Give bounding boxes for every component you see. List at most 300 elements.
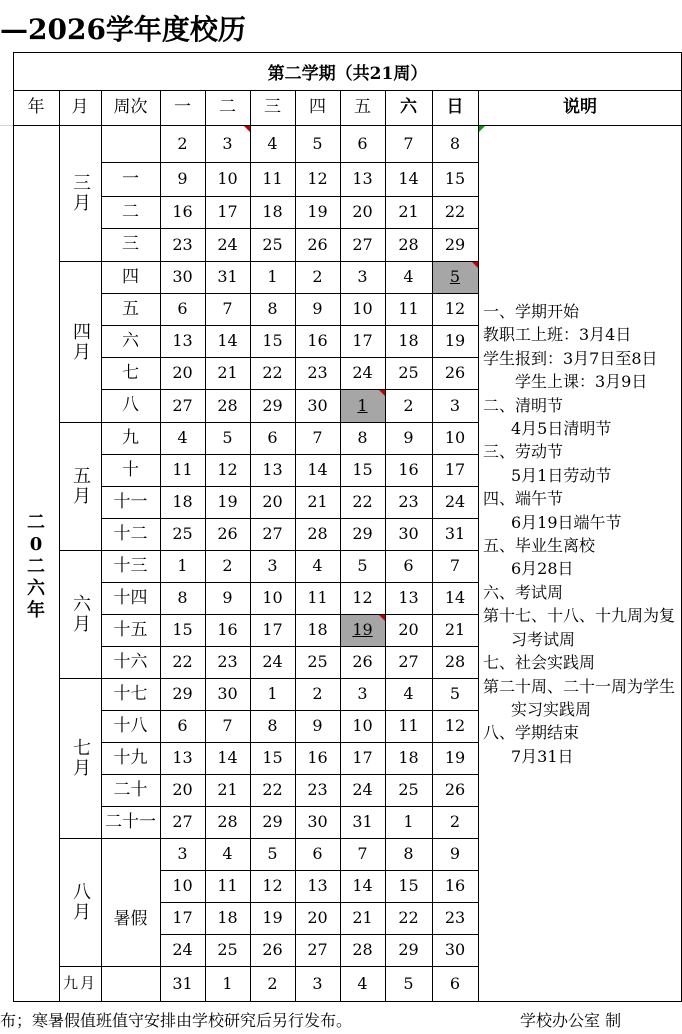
day-cell: 17 [352, 331, 373, 350]
week-number: 七 [122, 362, 139, 383]
header-day: 一 [174, 97, 191, 117]
day-cell: 26 [307, 234, 328, 254]
day-cell: 22 [398, 908, 419, 927]
day-cell: 6 [357, 133, 368, 153]
day-cell: 23 [444, 908, 466, 927]
grid-line [101, 806, 478, 807]
comment-marker [379, 615, 385, 621]
day-cell: 15 [352, 460, 373, 479]
day-cell: 28 [444, 652, 466, 671]
day-cell: 24 [172, 940, 193, 959]
comment-marker [244, 126, 250, 132]
day-cell: 19 [352, 620, 373, 639]
week-number: 十四 [113, 587, 148, 608]
day-cell: 10 [262, 588, 283, 607]
day-cell: 31 [217, 267, 238, 286]
day-cell: 23 [172, 234, 193, 254]
semester-title: 第二学期（共21周） [267, 63, 428, 84]
day-cell: 9 [403, 428, 414, 447]
day-cell: 29 [352, 524, 373, 543]
day-cell: 24 [352, 363, 373, 382]
week-number: 十五 [113, 619, 148, 640]
day-cell: 14 [217, 331, 238, 350]
day-cell: 31 [172, 973, 193, 993]
grid-line [205, 90, 206, 1001]
day-cell: 5 [312, 133, 323, 153]
day-cell: 3 [357, 684, 368, 703]
note-line: 学生上课：3月9日 [515, 372, 648, 392]
day-cell: 16 [307, 331, 328, 350]
grid-line [59, 261, 478, 262]
day-cell: 28 [217, 395, 238, 415]
day-cell: 11 [217, 876, 238, 895]
grid-line [101, 357, 478, 358]
day-cell: 23 [307, 780, 328, 799]
grid-line [160, 934, 478, 935]
day-cell: 25 [398, 363, 419, 382]
day-cell: 7 [222, 716, 233, 735]
day-cell: 12 [217, 460, 238, 479]
note-line: 学生报到：3月7日至8日 [483, 348, 658, 368]
header-day: 二 [219, 97, 236, 117]
month-label [59, 678, 101, 838]
day-cell: 2 [449, 812, 461, 831]
day-cell: 19 [262, 908, 283, 927]
day-cell: 3 [267, 556, 278, 575]
day-cell: 5 [222, 428, 233, 447]
day-cell: 10 [352, 716, 373, 735]
footer-note: 布；寒暑假值班值守安排由学校研究后另行发布。 [0, 1011, 353, 1030]
day-cell: 4 [403, 684, 414, 703]
day-cell: 29 [444, 234, 466, 254]
day-cell: 1 [267, 267, 278, 286]
day-cell: 18 [307, 620, 328, 639]
day-cell: 23 [307, 363, 328, 382]
header-notes: 说明 [563, 97, 597, 117]
day-cell: 4 [177, 428, 188, 447]
day-cell: 3 [222, 133, 233, 153]
day-cell: 24 [217, 234, 238, 254]
day-cell: 8 [357, 428, 368, 447]
day-cell: 19 [444, 331, 466, 350]
year-char: 二 [27, 512, 45, 533]
note-heading: 七、社会实践周 [483, 653, 596, 673]
day-cell: 13 [172, 748, 193, 767]
month-text: 四月 [70, 321, 91, 362]
month-text: 六月 [70, 594, 91, 634]
day-cell: 7 [222, 299, 233, 318]
day-cell: 11 [172, 460, 193, 479]
day-cell: 29 [262, 395, 283, 415]
day-cell: 4 [222, 844, 233, 863]
month-label [59, 838, 101, 966]
day-cell: 14 [217, 748, 238, 767]
grid-line [160, 125, 161, 1001]
header-year: 年 [27, 97, 45, 117]
day-cell: 20 [172, 780, 193, 799]
footer [0, 1004, 682, 1034]
day-cell: 13 [352, 169, 373, 188]
day-cell: 20 [262, 492, 283, 511]
day-cell: 5 [403, 973, 414, 993]
comment-marker [472, 262, 478, 268]
day-cell: 27 [398, 652, 419, 671]
week-number: 十 [122, 459, 139, 480]
grid-line [13, 52, 682, 53]
day-cell: 1 [222, 973, 233, 993]
note-heading: 六、考试周 [483, 582, 564, 602]
month-label [59, 125, 101, 261]
day-cell: 17 [352, 748, 373, 767]
week-number: 十九 [113, 747, 148, 768]
day-cell: 15 [262, 748, 283, 767]
header-day: 日 [446, 97, 464, 117]
week-number: 九 [122, 427, 139, 448]
page-title: —2026学年度校历 [0, 13, 246, 46]
grid-line [101, 228, 478, 229]
grid-line [340, 90, 341, 1001]
day-cell: 8 [449, 133, 461, 153]
day-cell: 16 [444, 876, 466, 895]
day-cell: 18 [398, 748, 419, 767]
week-number: 二 [122, 201, 139, 222]
month-label [59, 261, 101, 422]
vacation-label: 暑假 [113, 909, 148, 929]
month-text: 五月 [70, 466, 91, 506]
day-cell: 21 [217, 780, 238, 799]
week-number: 六 [122, 330, 139, 351]
grid-line [101, 162, 478, 163]
day-cell: 16 [398, 460, 419, 479]
day-cell: 22 [262, 363, 283, 382]
day-cell: 3 [357, 267, 368, 286]
day-cell: 30 [444, 940, 466, 959]
header-month: 月 [71, 97, 89, 117]
day-cell: 9 [177, 169, 188, 188]
grid-line [13, 90, 682, 91]
day-cell: 25 [217, 940, 238, 959]
week-number: 十三 [113, 555, 148, 576]
day-cell: 5 [357, 556, 368, 575]
day-cell: 19 [217, 492, 238, 511]
day-cell: 13 [172, 331, 193, 350]
day-cell: 19 [444, 748, 466, 767]
year-char: 六 [27, 578, 45, 599]
day-cell: 12 [444, 299, 466, 318]
day-cell: 30 [217, 684, 238, 703]
day-cell: 17 [262, 620, 283, 639]
day-cell: 11 [398, 716, 419, 735]
day-cell: 17 [217, 202, 238, 221]
day-cell: 11 [307, 588, 328, 607]
day-cell: 5 [449, 267, 461, 286]
month-text: 三月 [70, 173, 91, 213]
day-cell: 6 [177, 716, 188, 735]
month-text: 八月 [70, 882, 91, 922]
day-cell: 15 [398, 876, 419, 895]
day-cell: 15 [262, 331, 283, 350]
day-cell: 8 [267, 716, 278, 735]
day-cell: 15 [172, 620, 193, 639]
day-cell: 29 [172, 684, 193, 703]
day-cell: 14 [444, 588, 466, 607]
month-text: 九月 [62, 974, 97, 992]
grid-line [101, 389, 478, 390]
day-cell: 21 [217, 363, 238, 382]
day-cell: 21 [398, 202, 419, 221]
grid-line [385, 90, 386, 1001]
day-cell: 25 [172, 524, 193, 543]
day-cell: 8 [403, 844, 414, 863]
header-day: 五 [354, 97, 371, 117]
week-number: 二十 [113, 779, 148, 800]
day-cell: 31 [444, 524, 466, 543]
note-heading: 五、毕业生离校 [483, 536, 596, 556]
day-cell: 30 [398, 524, 419, 543]
day-cell: 24 [352, 780, 373, 799]
day-cell: 26 [262, 940, 283, 959]
note-heading: 二、清明节 [483, 395, 564, 415]
day-cell: 14 [307, 460, 328, 479]
month-label [59, 550, 101, 678]
day-cell: 6 [177, 299, 188, 318]
grid-line [101, 454, 478, 455]
week-number: 五 [122, 298, 139, 319]
grid-line [101, 325, 478, 326]
day-cell: 21 [352, 908, 373, 927]
day-cell: 1 [357, 395, 368, 415]
day-cell: 10 [172, 876, 193, 895]
day-cell: 9 [222, 588, 233, 607]
day-cell: 3 [177, 844, 188, 863]
header-week: 周次 [113, 97, 148, 117]
grid-line [59, 678, 478, 679]
day-cell: 13 [262, 460, 283, 479]
year-label [13, 512, 59, 622]
note-heading: 四、端午节 [483, 489, 564, 509]
week-number: 二十一 [105, 811, 156, 832]
day-cell: 7 [312, 428, 323, 447]
day-cell: 30 [307, 812, 328, 831]
day-cell: 9 [312, 299, 323, 318]
day-cell: 2 [177, 133, 188, 153]
grid-line [13, 125, 682, 126]
day-cell: 25 [307, 652, 328, 671]
grid-line [101, 518, 478, 519]
week-number: 十八 [113, 715, 148, 736]
week-number: 十二 [113, 523, 148, 544]
note-line: 教职工上班：3月4日 [483, 325, 632, 345]
year-char: 年 [27, 600, 45, 621]
note-heading: 三、劳动节 [483, 442, 564, 462]
day-cell: 1 [267, 684, 278, 703]
grid-line [101, 614, 478, 615]
day-cell: 2 [312, 267, 323, 286]
day-cell: 27 [352, 234, 373, 254]
day-cell: 4 [267, 133, 278, 153]
day-cell: 2 [403, 395, 414, 415]
grid-line [101, 582, 478, 583]
year-char: 0 [29, 534, 43, 555]
day-cell: 4 [357, 973, 368, 993]
day-cell: 16 [217, 620, 238, 639]
day-cell: 2 [267, 973, 278, 993]
day-cell: 14 [352, 876, 373, 895]
day-cell: 12 [352, 588, 373, 607]
day-cell: 29 [262, 812, 283, 831]
day-cell: 21 [307, 492, 328, 511]
month-text: 七月 [70, 738, 91, 778]
day-cell: 9 [449, 844, 461, 863]
day-cell: 4 [312, 556, 323, 575]
comment-marker [479, 126, 485, 132]
week-number: 四 [122, 266, 139, 287]
grid-line [478, 90, 479, 1001]
day-cell: 7 [449, 556, 461, 575]
day-cell: 8 [177, 588, 188, 607]
day-cell: 28 [398, 234, 419, 254]
day-cell: 21 [444, 620, 466, 639]
day-cell: 20 [398, 620, 419, 639]
grid-line [432, 90, 433, 1001]
day-cell: 16 [172, 202, 193, 221]
day-cell: 19 [307, 202, 328, 221]
grid-line [101, 742, 478, 743]
note-line: 5月1日劳动节 [511, 465, 612, 485]
grid-line [295, 90, 296, 1001]
day-cell: 1 [177, 556, 188, 575]
day-cell: 9 [312, 716, 323, 735]
day-cell: 22 [262, 780, 283, 799]
day-cell: 20 [172, 363, 193, 382]
grid-line [59, 966, 478, 967]
note-line: 第十七、十八、十九周为复习考试周 [483, 606, 676, 649]
day-cell: 10 [352, 299, 373, 318]
grid-line [101, 774, 478, 775]
day-cell: 24 [444, 492, 466, 511]
day-cell: 26 [217, 524, 238, 543]
note-line: 6月19日端午节 [511, 512, 622, 532]
day-cell: 7 [357, 844, 368, 863]
grid-line [101, 710, 478, 711]
day-cell: 13 [307, 876, 328, 895]
grid-line [59, 838, 478, 839]
footer-signature: 学校办公室 制 [520, 1011, 622, 1030]
notes-column [483, 300, 682, 768]
day-cell: 27 [172, 812, 193, 831]
week-number: 十一 [113, 491, 148, 512]
day-cell: 30 [307, 395, 328, 415]
day-cell: 27 [172, 395, 193, 415]
day-cell: 25 [398, 780, 419, 799]
day-cell: 18 [398, 331, 419, 350]
day-cell: 6 [312, 844, 323, 863]
grid-line [59, 550, 478, 551]
day-cell: 20 [352, 202, 373, 221]
grid-line [101, 196, 478, 197]
day-cell: 15 [444, 169, 466, 188]
day-cell: 22 [172, 652, 193, 671]
day-cell: 26 [444, 363, 466, 382]
grid-line [160, 870, 478, 871]
day-cell: 14 [398, 169, 419, 188]
grid-line [101, 486, 478, 487]
day-cell: 6 [449, 973, 461, 993]
grid-line [13, 1001, 682, 1002]
comment-marker [379, 390, 385, 396]
week-number: 三 [122, 234, 139, 254]
day-cell: 12 [444, 716, 466, 735]
header-day: 六 [400, 97, 417, 117]
day-cell: 26 [444, 780, 466, 799]
day-cell: 10 [444, 428, 466, 447]
day-cell: 13 [398, 588, 419, 607]
day-cell: 3 [449, 395, 461, 415]
note-line: 4月5日清明节 [511, 419, 612, 439]
grid-line [101, 646, 478, 647]
day-cell: 12 [307, 169, 328, 188]
day-cell: 29 [398, 940, 419, 959]
day-cell: 30 [172, 267, 193, 286]
week-number [101, 125, 160, 162]
day-cell: 6 [267, 428, 278, 447]
day-cell: 3 [312, 973, 323, 993]
month-label [59, 422, 101, 550]
day-cell: 25 [262, 234, 283, 254]
day-cell: 27 [262, 524, 283, 543]
day-cell: 18 [262, 202, 283, 221]
day-cell: 23 [217, 652, 238, 671]
day-cell: 6 [403, 556, 414, 575]
day-cell: 16 [307, 748, 328, 767]
grid-line [101, 90, 102, 1001]
day-cell: 23 [398, 492, 419, 511]
day-cell: 28 [307, 524, 328, 543]
week-number: 八 [122, 395, 139, 415]
day-cell: 2 [222, 556, 233, 575]
note-heading: 一、学期开始 [483, 302, 580, 321]
day-cell: 26 [352, 652, 373, 671]
day-cell: 5 [449, 684, 461, 703]
grid-line [59, 90, 60, 1001]
day-cell: 28 [352, 940, 373, 959]
week-number: 一 [122, 168, 139, 189]
day-cell: 17 [172, 908, 193, 927]
day-cell: 18 [217, 908, 238, 927]
grid-line [59, 422, 478, 423]
day-cell: 20 [307, 908, 328, 927]
week-number: 十六 [113, 651, 148, 672]
note-line: 6月28日 [511, 559, 574, 579]
day-cell: 11 [262, 169, 283, 188]
note-line: 7月31日 [511, 746, 574, 766]
day-cell: 7 [403, 133, 414, 153]
header-day: 三 [264, 97, 281, 117]
day-cell: 31 [352, 812, 373, 831]
grid-line [250, 90, 251, 1001]
grid-line [0, 125, 13, 126]
day-cell: 5 [267, 844, 278, 863]
month-label [59, 966, 101, 1001]
day-cell: 10 [217, 169, 238, 188]
grid-line [160, 902, 478, 903]
day-cell: 1 [403, 812, 414, 831]
day-cell: 18 [172, 492, 193, 511]
day-cell: 11 [398, 299, 419, 318]
grid-line [13, 52, 14, 1001]
day-cell: 27 [307, 940, 328, 959]
day-cell: 28 [217, 812, 238, 831]
